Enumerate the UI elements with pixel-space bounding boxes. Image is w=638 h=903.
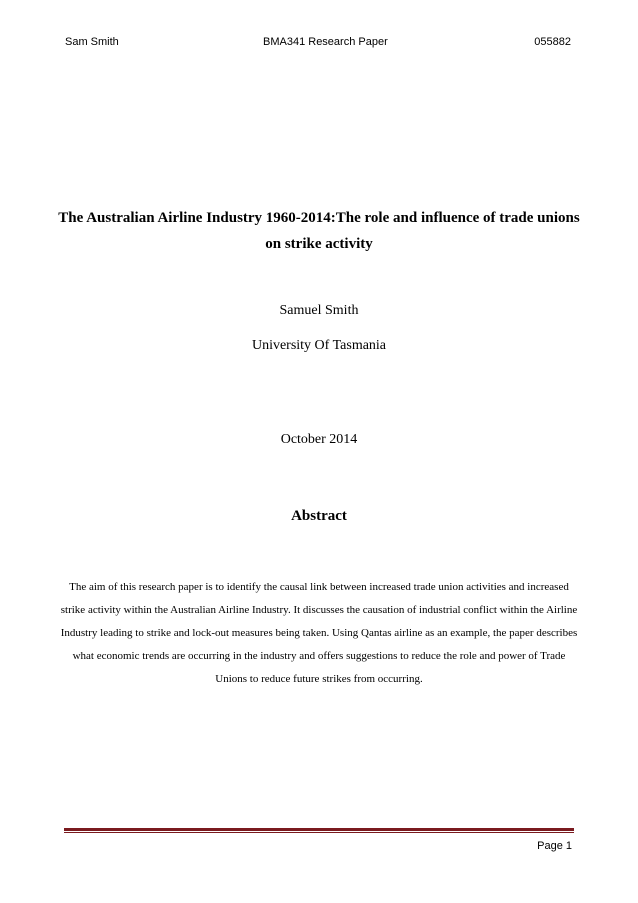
header-course-title: BMA341 Research Paper [263, 36, 388, 48]
author-name: Samuel Smith [279, 303, 359, 318]
header-student-id: 055882 [534, 36, 571, 48]
header-author: Sam Smith [65, 36, 119, 48]
page-number: Page 1 [537, 840, 572, 852]
abstract-body: The aim of this research paper is to identify the causal link between increased trade union activities and increased strike activity within the Australian Airline Industry. It discusses the causation of industrial conflict within the Airline Industry leading to strike and lock-out measures being taken. Using Qantas airline as an example, the paper describes what economic trends are occurring in the industry and offers suggestions to reduce the role and power of Trade Unions to reduce future strikes from occurring. [60, 581, 578, 685]
paper-date: October 2014 [280, 432, 358, 447]
university-name: University Of Tasmania [251, 338, 387, 353]
page-header [0, 36, 638, 52]
paper-title: The Australian Airline Industry 1960-2014:The role and influence of trade unions on strike activity [58, 210, 580, 252]
footer-divider-thin [64, 832, 574, 833]
footer-divider-thick [64, 828, 574, 831]
abstract-heading: Abstract [291, 508, 347, 524]
